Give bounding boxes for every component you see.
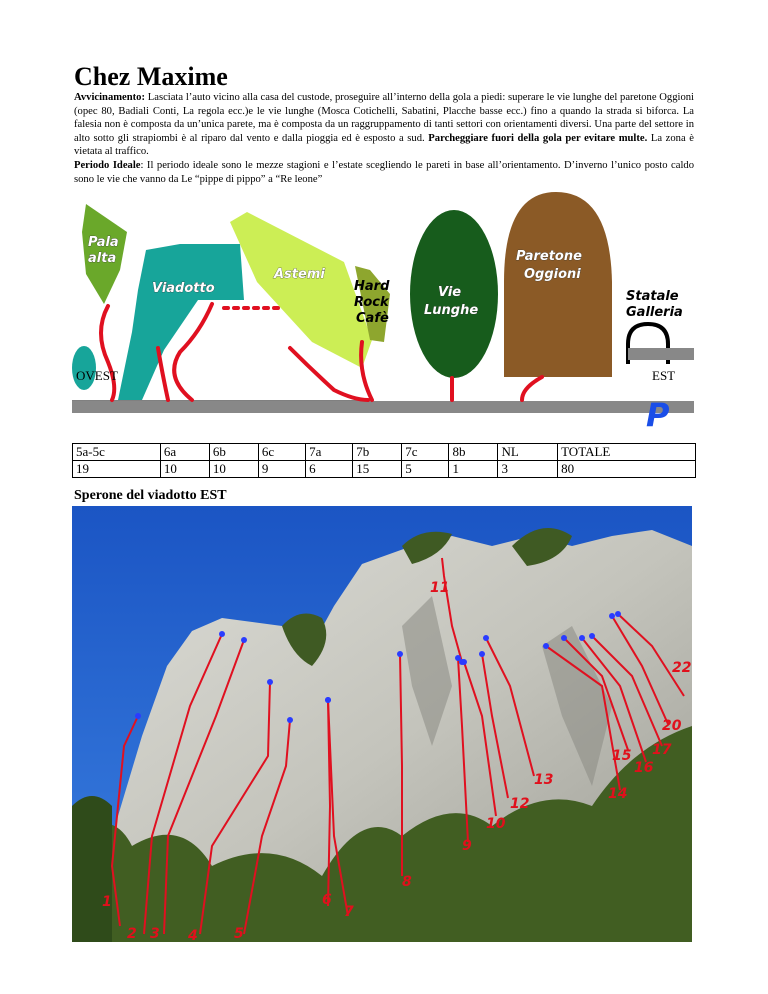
map-label-vie-lunghe-1: Vie	[438, 285, 462, 300]
period-label: Periodo Ideale	[74, 159, 141, 171]
parking-warning: Parcheggiare fuori della gola per evitare multe.	[428, 132, 648, 144]
approach-label: Avvicinamento:	[74, 92, 146, 103]
astemi-shape	[230, 212, 372, 368]
route-number: 6	[322, 892, 332, 908]
map-label-est: EST	[652, 368, 676, 383]
statale-road	[628, 348, 694, 360]
route-number: 16	[634, 760, 654, 776]
route-anchor-dot	[241, 637, 247, 643]
route-number: 10	[486, 816, 506, 832]
map-label-vie-lunghe-2: Lunghe	[424, 303, 479, 318]
route-number: 5	[234, 926, 244, 942]
section-title: Sperone del viadotto EST	[74, 488, 227, 503]
viadotto-shape	[118, 244, 244, 400]
grade-header-cell: NL	[498, 444, 558, 461]
route-number: 2	[127, 926, 137, 942]
crag-photo	[72, 506, 692, 942]
parking-icon: P	[646, 396, 670, 432]
grade-header-cell: 8b	[449, 444, 498, 461]
grade-count-cell: 6	[306, 461, 353, 478]
grade-count-row	[73, 461, 696, 478]
route-number: 13	[534, 772, 554, 788]
vegetation-left	[72, 796, 112, 942]
route-number: 22	[672, 660, 692, 676]
route-number: 3	[150, 926, 160, 942]
route-anchor-dot	[579, 635, 585, 641]
grade-header-cell: 6a	[160, 444, 209, 461]
paretone-shape	[504, 192, 612, 377]
route-number: 15	[612, 748, 632, 764]
map-label-hard-rock-2: Rock	[354, 295, 389, 310]
map-label-statale-2: Galleria	[626, 305, 683, 320]
route-anchor-dot	[397, 651, 403, 657]
map-label-viadotto: Viadotto	[152, 281, 215, 296]
map-label-astemi: Astemi	[274, 267, 325, 282]
grade-header-cell: 7c	[402, 444, 449, 461]
intro-paragraph	[74, 91, 694, 186]
route-number: 7	[344, 904, 354, 920]
map-label-paretone-2: Oggioni	[524, 267, 581, 282]
route-anchor-dot	[609, 613, 615, 619]
route-number: 14	[608, 786, 628, 802]
traffic-text: La zona è vietata al traffico.	[74, 132, 694, 158]
route-anchor-dot	[589, 633, 595, 639]
map-label-statale-1: Statale	[626, 289, 679, 304]
grade-header-cell: 5a-5c	[73, 444, 161, 461]
map-label-hard-rock-3: Cafè	[356, 311, 389, 326]
map-label-paretone-1: Paretone	[516, 249, 582, 264]
grade-count-cell: 15	[353, 461, 402, 478]
grade-count-cell: 3	[498, 461, 558, 478]
route-anchor-dot	[287, 717, 293, 723]
period-text: : Il periodo ideale sono le mezze stagioni e l’estate scegliendo le pareti in base all’orientamento. D’inverno l’unico posto caldo sono le vie che vanno da Le “pippe di pippo” a “Re leone”	[74, 159, 694, 185]
route-number: 20	[662, 718, 682, 734]
route-number: 11	[430, 580, 450, 596]
map-label-pala-alta-2: alta	[88, 251, 117, 266]
route-number: 8	[402, 874, 412, 890]
sector-map	[72, 192, 694, 432]
route-number: 4	[188, 928, 198, 942]
grade-header-cell: 6b	[209, 444, 258, 461]
map-label-hard-rock-1: Hard	[354, 279, 390, 294]
grade-count-cell: 10	[160, 461, 209, 478]
route-anchor-dot	[267, 679, 273, 685]
map-label-ovest: OVEST	[76, 368, 118, 383]
route-number: 1	[102, 894, 112, 910]
grade-summary-table	[72, 443, 696, 478]
grade-count-cell: 9	[258, 461, 305, 478]
grade-header-cell: TOTALE	[558, 444, 696, 461]
route-anchor-dot	[135, 713, 141, 719]
route-anchor-dot	[615, 611, 621, 617]
route-number: 12	[510, 796, 530, 812]
grade-header-cell: 7b	[353, 444, 402, 461]
route-number: 9	[462, 838, 472, 854]
grade-count-cell: 80	[558, 461, 696, 478]
route-number: 17	[652, 742, 672, 758]
grade-header-cell: 7a	[306, 444, 353, 461]
grade-header-row	[73, 444, 696, 461]
route-anchor-dot	[561, 635, 567, 641]
grade-count-cell: 10	[209, 461, 258, 478]
grade-count-cell: 19	[73, 461, 161, 478]
route-anchor-dot	[479, 651, 485, 657]
approach-text: Lasciata l’auto vicino alla casa del custode, proseguire all’interno della gola a piedi: superare le vie lunghe del paretone Oggioni (opec 80, Badiali Conti, La regola ecc.)e le vie lunghe (Mosca Cotichelli, Sabatini, Placche basse ecc.) fino a quando la strada si biforca. La falesia non è composta da un’unica parete, ma è composta da un raggruppamento di tanti settori con orientamenti diversi. Una parte del settore in alto sotto gli strapiombi è al riparo dal vento e dalla pioggia ed è esposto a sud.	[74, 92, 694, 144]
grade-count-cell: 1	[449, 461, 498, 478]
route-anchor-dot	[325, 697, 331, 703]
road-main	[72, 401, 694, 413]
route-anchor-dot	[483, 635, 489, 641]
grade-count-cell: 5	[402, 461, 449, 478]
route-anchor-dot	[459, 659, 465, 665]
page-title: Chez Maxime	[74, 62, 228, 91]
grade-header-cell: 6c	[258, 444, 305, 461]
map-label-pala-alta-1: Pala	[88, 235, 119, 250]
route-anchor-dot	[219, 631, 225, 637]
route-anchor-dot	[543, 643, 549, 649]
